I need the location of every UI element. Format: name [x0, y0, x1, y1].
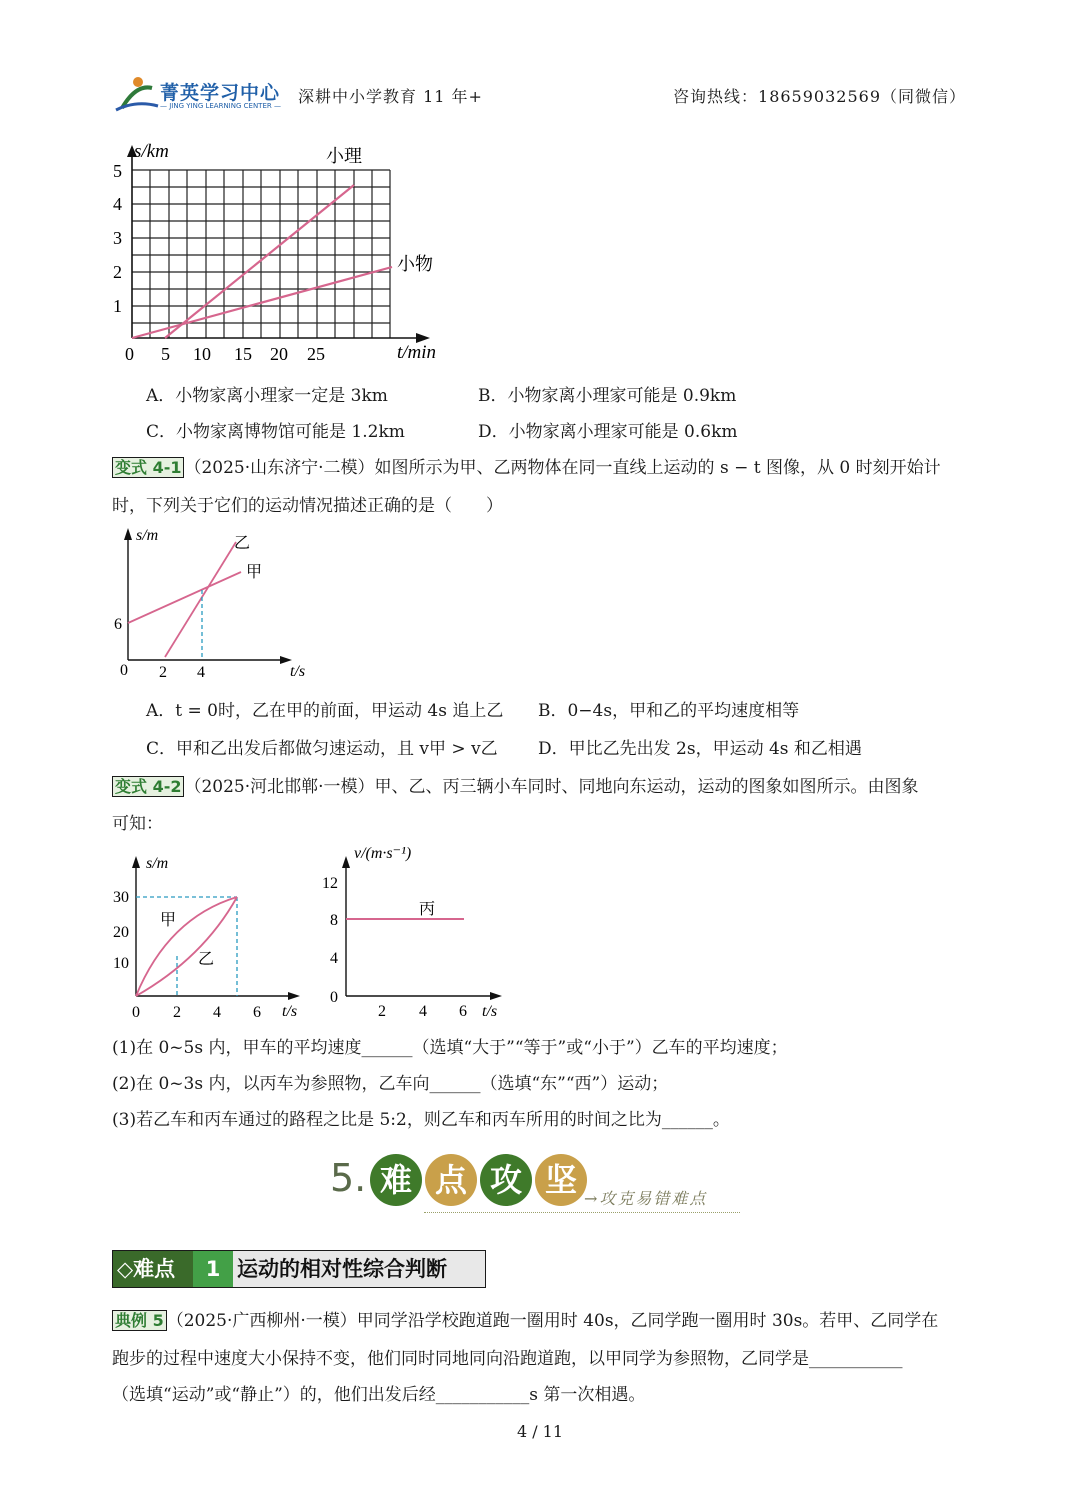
difficulty-heading	[112, 1250, 486, 1288]
v41-line-yi	[165, 542, 236, 657]
v41-question-line2: 时，下列关于它们的运动情况描述正确的是（ ）	[112, 496, 503, 516]
v42-st-y-tick: 30	[113, 889, 129, 906]
v41-question-line1	[112, 453, 941, 478]
q4-option-c: C．小物家离博物馆可能是 1.2km	[146, 422, 405, 442]
section5-banner	[330, 1152, 750, 1216]
v42-question-line2: 可知：	[112, 814, 163, 834]
logo-title: 菁英学习中心	[160, 82, 281, 104]
v42-st-x-tick: 0	[132, 1004, 140, 1021]
v41-y-label: s/m	[136, 527, 159, 544]
v41-tag: 变式 4-1	[112, 457, 184, 478]
v41-series-label-jia: 甲	[246, 564, 263, 581]
v42-st-series-label-yi: 乙	[198, 951, 215, 968]
v42-vt-x-tick: 6	[459, 1003, 467, 1020]
example5-tag: 典例 5	[112, 1310, 167, 1331]
v42-vt-x-label: t/s	[482, 1003, 498, 1020]
v42-st-x-tick: 2	[173, 1004, 181, 1021]
v42-vt-chart	[320, 838, 520, 1023]
q4-x-tick: 0	[125, 344, 134, 364]
section5-subtitle: →攻克易错难点	[584, 1189, 708, 1208]
v42-st-y-tick: 10	[113, 955, 129, 972]
q4-series-label-xiaoli: 小理	[326, 146, 362, 166]
v41-x-tick: 4	[197, 664, 205, 681]
v42-text-line1: （2025·河北邯郸·一模）甲、乙、丙三辆小车同时、同地向东运动，运动的图象如图所示。由图象	[184, 777, 919, 797]
difficulty-title: 运动的相对性综合判断	[237, 1257, 447, 1281]
v41-line-jia	[128, 572, 241, 623]
header-slogan: 深耕中小学教育 11 年+	[298, 87, 483, 106]
v42-vt-y-tick: 0	[330, 989, 338, 1006]
v42-subquestion-2: (2)在 0~3s 内，以丙车为参照物，乙车向______（选填“东”“西”）运动；	[112, 1074, 669, 1094]
v41-st-chart	[108, 522, 318, 687]
q4-x-tick: 20	[270, 344, 288, 364]
v42-vt-x-tick: 4	[419, 1003, 427, 1020]
q4-option-a: A．小物家离小理家一定是 3km	[146, 386, 388, 406]
v42-vt-y-tick: 12	[322, 875, 338, 892]
q4-x-tick: 25	[307, 344, 325, 364]
section5-char-dian: 点	[425, 1154, 477, 1206]
section5-char-gong: 攻	[480, 1154, 532, 1206]
v41-option-d: D．甲比乙先出发 2s，甲运动 4s 和乙相遇	[538, 739, 862, 759]
v42-vt-x-arrow	[490, 992, 502, 1000]
v41-series-label-yi: 乙	[234, 535, 251, 552]
example5-line1	[112, 1306, 938, 1331]
v42-st-x-arrow	[288, 992, 300, 1000]
difficulty-number: 1	[193, 1251, 233, 1287]
example5-line2: 跑步的过程中速度大小保持不变，他们同时同地同向沿跑道跑，以甲同学为参照物，乙同学是___________	[112, 1349, 903, 1369]
v41-x-label: t/s	[290, 663, 306, 680]
q4-option-b: B．小物家离小理家可能是 0.9km	[478, 386, 737, 406]
v41-option-c: C．甲和乙出发后都做匀速运动，且 v甲 > v乙	[146, 739, 498, 759]
v42-vt-y-label: v/(m·s⁻¹)	[354, 845, 412, 862]
v42-subquestion-3: (3)若乙车和丙车通过的路程之比是 5:2，则乙车和丙车所用的时间之比为______。	[112, 1110, 730, 1130]
example5-text-line1: （2025·广西柳州·一模）甲同学沿学校跑道跑一圈用时 40s，乙同学跑一圈用时 30s。若甲、乙同学在	[166, 1311, 939, 1331]
logo-subtitle: — JING YING LEARNING CENTER —	[160, 102, 281, 110]
section5-char-nan: 难	[370, 1154, 422, 1206]
v42-st-curve-yi	[136, 897, 237, 996]
v42-st-y-label: s/m	[146, 855, 169, 872]
v42-st-x-tick: 4	[213, 1004, 221, 1021]
page-number: 4 / 11	[516, 1422, 564, 1441]
q4-series-label-xiaowu: 小物	[397, 254, 433, 274]
q4-x-label: t/min	[397, 342, 437, 363]
section5-underline	[424, 1212, 740, 1213]
v42-st-series-label-jia: 甲	[160, 912, 177, 929]
q4-option-d: D．小物家离小理家可能是 0.6km	[478, 422, 738, 442]
section5-char-jian: 坚	[535, 1154, 587, 1206]
v41-option-a: A．t = 0时，乙在甲的前面，甲运动 4s 追上乙	[146, 701, 504, 721]
v42-vt-series-label-bing: 丙	[419, 901, 436, 918]
q4-line-xiaoli	[165, 185, 354, 338]
v42-vt-x-tick: 2	[378, 1003, 386, 1020]
q4-line-xiaowu	[132, 267, 392, 338]
v42-st-y-tick: 20	[113, 924, 129, 941]
v41-y-arrow	[124, 528, 132, 540]
section5-number: 5.	[330, 1156, 367, 1200]
q4-x-tick: 15	[234, 344, 252, 364]
v42-subquestion-1: (1)在 0~5s 内，甲车的平均速度______（选填“大于”“等于”或“小于”）乙车的平均速度；	[112, 1038, 788, 1058]
v42-st-chart	[108, 848, 308, 1023]
v42-st-x-label: t/s	[282, 1003, 298, 1020]
v42-st-y-arrow	[132, 856, 140, 868]
v42-vt-y-tick: 8	[330, 912, 338, 929]
v42-vt-y-tick: 4	[330, 950, 338, 967]
v42-st-curve-jia	[136, 897, 237, 996]
q4-y-label: s/km	[134, 141, 169, 162]
q4-y-tick: 1	[113, 296, 122, 316]
q4-y-tick: 5	[113, 161, 122, 181]
difficulty-label: ◇难点	[113, 1251, 193, 1287]
v42-st-x-tick: 6	[253, 1004, 261, 1021]
v42-tag: 变式 4-2	[112, 776, 184, 797]
q4-y-tick: 3	[113, 228, 122, 248]
q4-y-tick: 4	[113, 194, 122, 214]
v41-x-tick: 2	[159, 664, 167, 681]
example5-line3: （选填“运动”或“静止”）的，他们出发后经___________s 第一次相遇。	[112, 1385, 646, 1405]
v41-y-tick: 6	[114, 616, 122, 633]
q4-x-tick: 10	[193, 344, 211, 364]
v42-question-line1	[112, 772, 919, 797]
logo-icon	[112, 74, 160, 114]
v41-option-b: B．0−4s，甲和乙的平均速度相等	[538, 701, 800, 721]
q4-grid	[132, 170, 390, 338]
v41-text-line1: （2025·山东济宁·二模）如图所示为甲、乙两物体在同一直线上运动的 s − t 图像，从 0 时刻开始计	[184, 458, 941, 478]
header	[112, 74, 972, 120]
header-hotline: 咨询热线：18659032569（同微信）	[673, 87, 966, 106]
q4-y-tick: 2	[113, 262, 122, 282]
v41-origin: 0	[120, 662, 128, 679]
q4-st-chart	[100, 135, 460, 370]
v42-vt-y-arrow	[342, 856, 350, 868]
q4-x-tick: 5	[161, 344, 170, 364]
